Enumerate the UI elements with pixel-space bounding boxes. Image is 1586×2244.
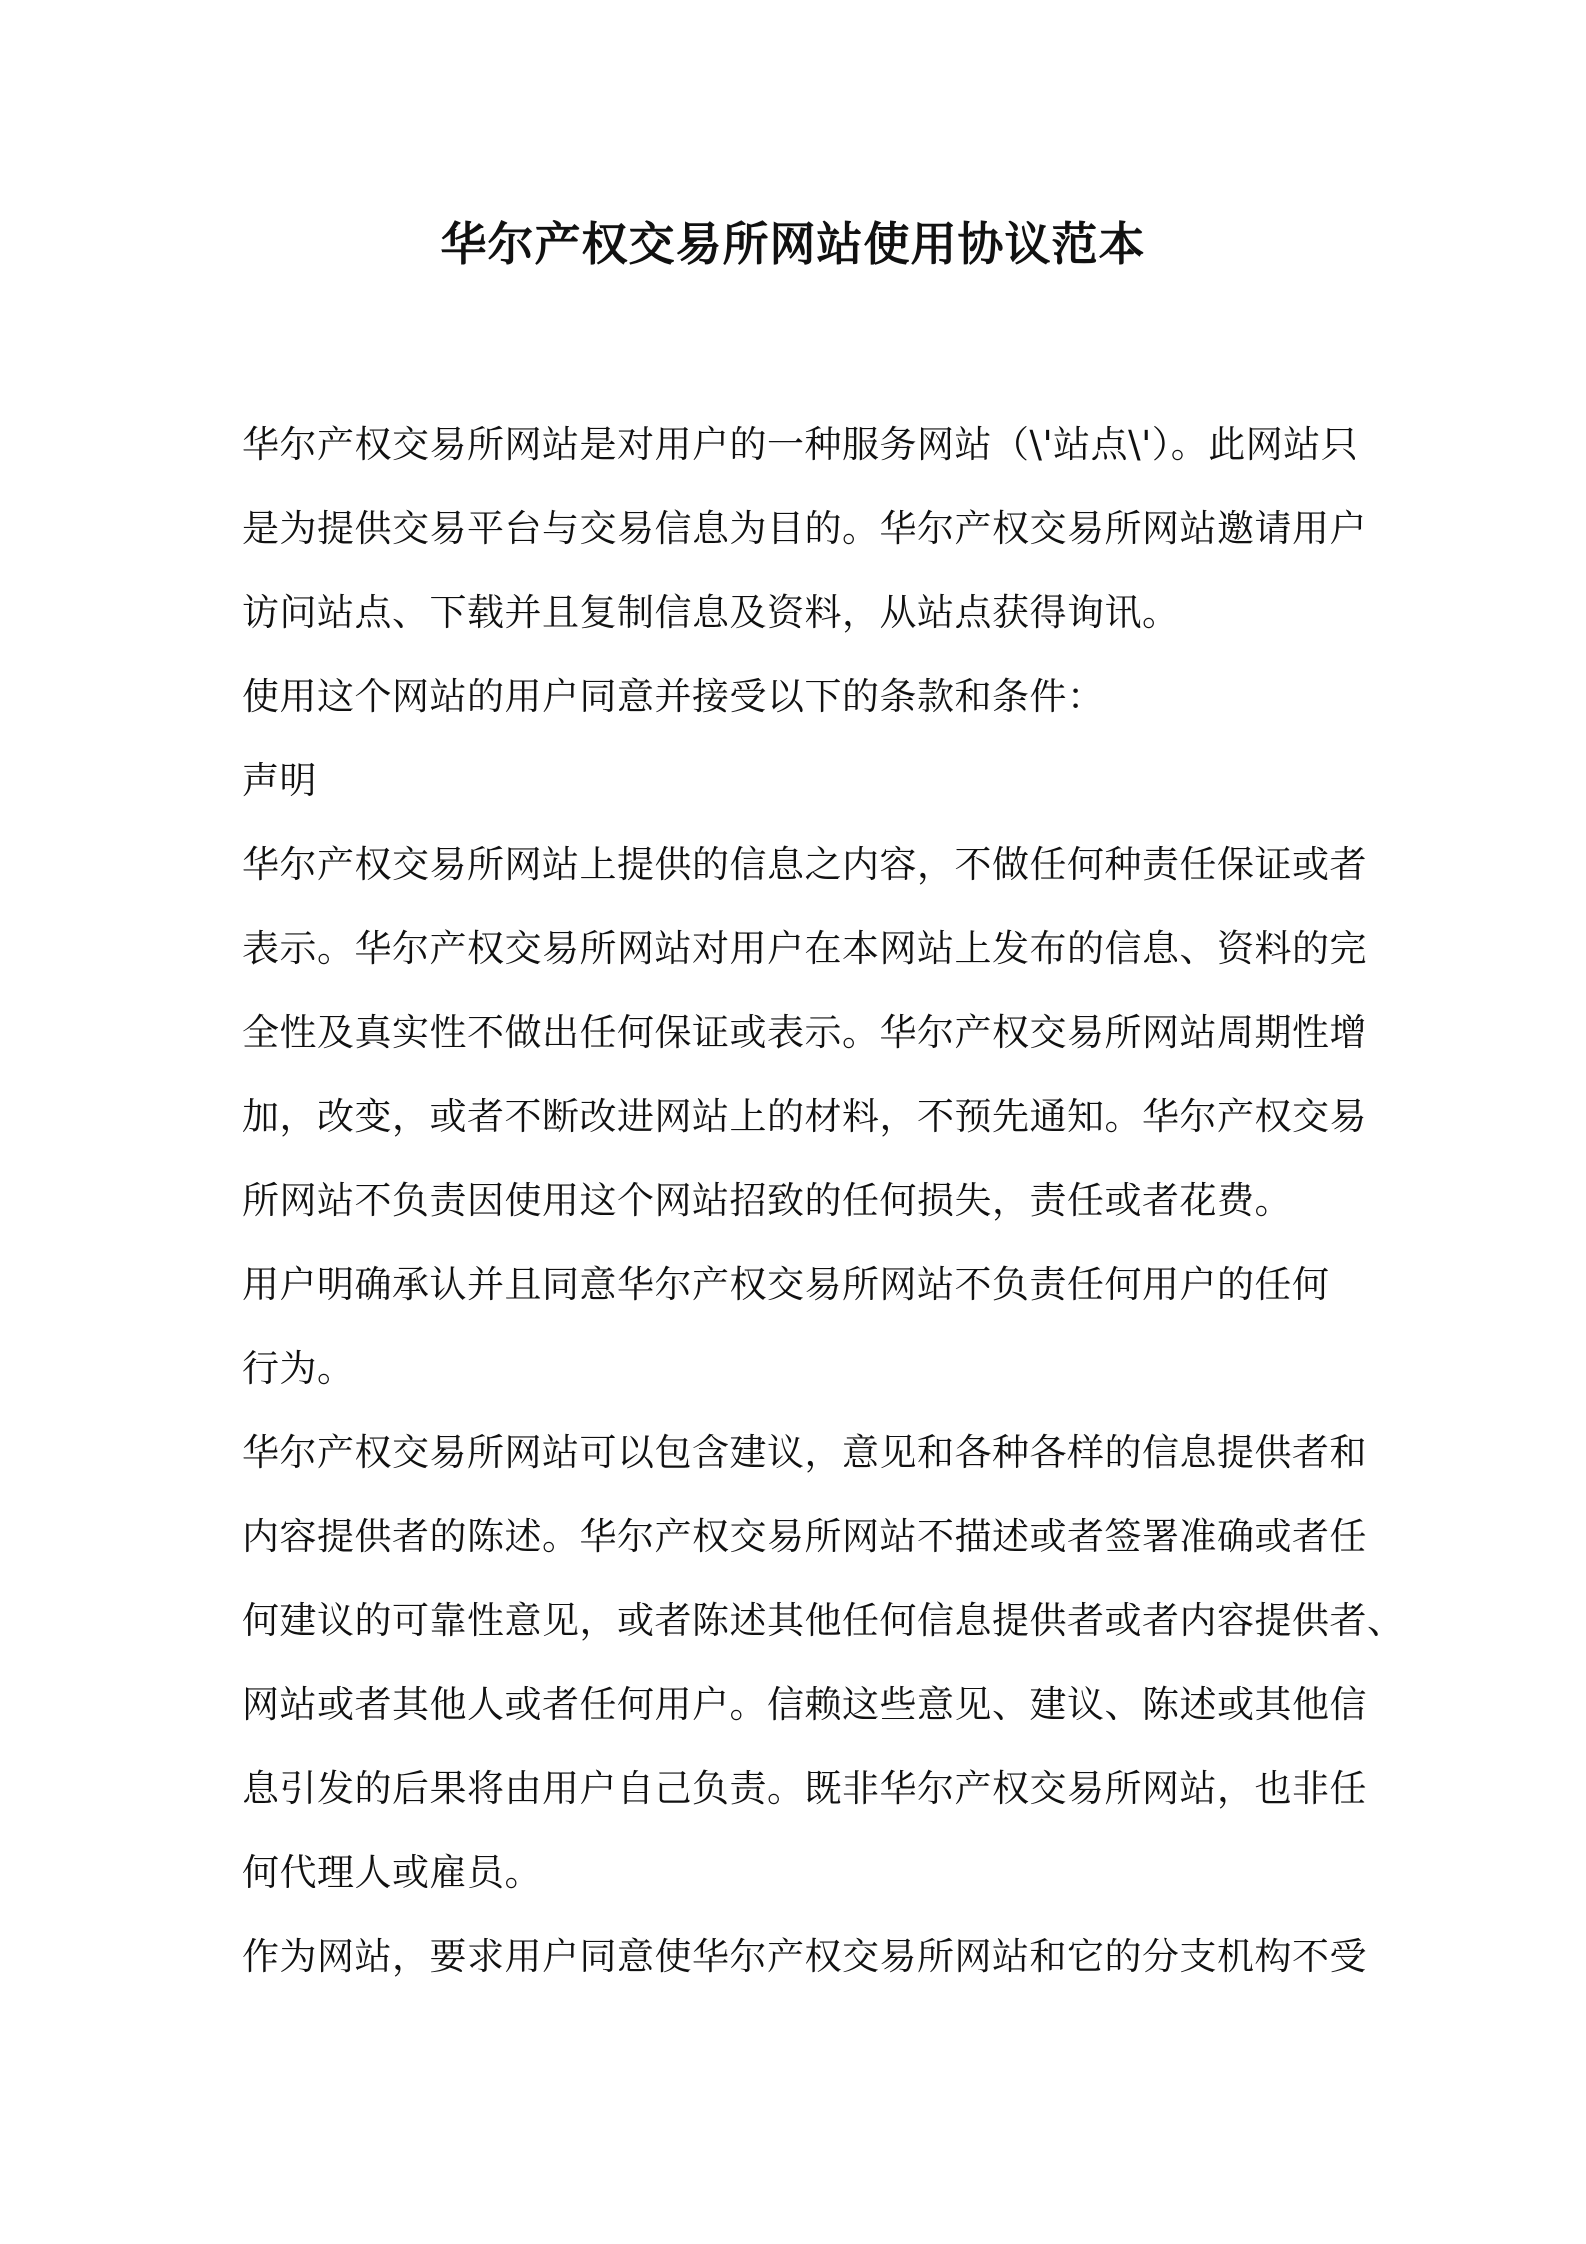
body-line: 华尔产权交易所网站上提供的信息之内容，不做任何种责任保证或者: [242, 843, 1367, 886]
document-body: [242, 403, 1405, 1999]
body-line: 用户明确承认并且同意华尔产权交易所网站不负责任何用户的任何: [242, 1263, 1330, 1306]
body-line: 何代理人或雇员。: [242, 1851, 542, 1894]
document-title: 华尔产权交易所网站使用协议范本: [440, 217, 1146, 271]
body-line: 全性及真实性不做出任何保证或表示。华尔产权交易所网站周期性增: [242, 1011, 1367, 1054]
body-line: 何建议的可靠性意见，或者陈述其他任何信息提供者或者内容提供者、: [242, 1599, 1405, 1642]
body-line: 使用这个网站的用户同意并接受以下的条款和条件：: [242, 675, 1105, 718]
body-line: 华尔产权交易所网站可以包含建议，意见和各种各样的信息提供者和: [242, 1431, 1367, 1474]
body-line: 所网站不负责因使用这个网站招致的任何损失，责任或者花费。: [242, 1179, 1292, 1222]
body-line: 行为。: [242, 1347, 355, 1390]
body-line: 表示。华尔产权交易所网站对用户在本网站上发布的信息、资料的完: [242, 927, 1367, 970]
body-line: 加，改变，或者不断改进网站上的材料，不预先通知。华尔产权交易: [242, 1095, 1367, 1138]
section-heading: 声明: [242, 759, 317, 802]
body-line: 网站或者其他人或者任何用户。信赖这些意见、建议、陈述或其他信: [242, 1683, 1367, 1726]
body-line: 华尔产权交易所网站是对用户的一种服务网站（\'站点\'）。此网站只: [242, 423, 1359, 466]
body-line: 是为提供交易平台与交易信息为目的。华尔产权交易所网站邀请用户: [242, 507, 1367, 550]
body-line: 作为网站，要求用户同意使华尔产权交易所网站和它的分支机构不受: [242, 1935, 1367, 1978]
body-line: 访问站点、下载并且复制信息及资料，从站点获得询讯。: [242, 591, 1180, 634]
body-line: 内容提供者的陈述。华尔产权交易所网站不描述或者签署准确或者任: [242, 1515, 1367, 1558]
body-line: 息引发的后果将由用户自己负责。既非华尔产权交易所网站，也非任: [242, 1767, 1367, 1810]
